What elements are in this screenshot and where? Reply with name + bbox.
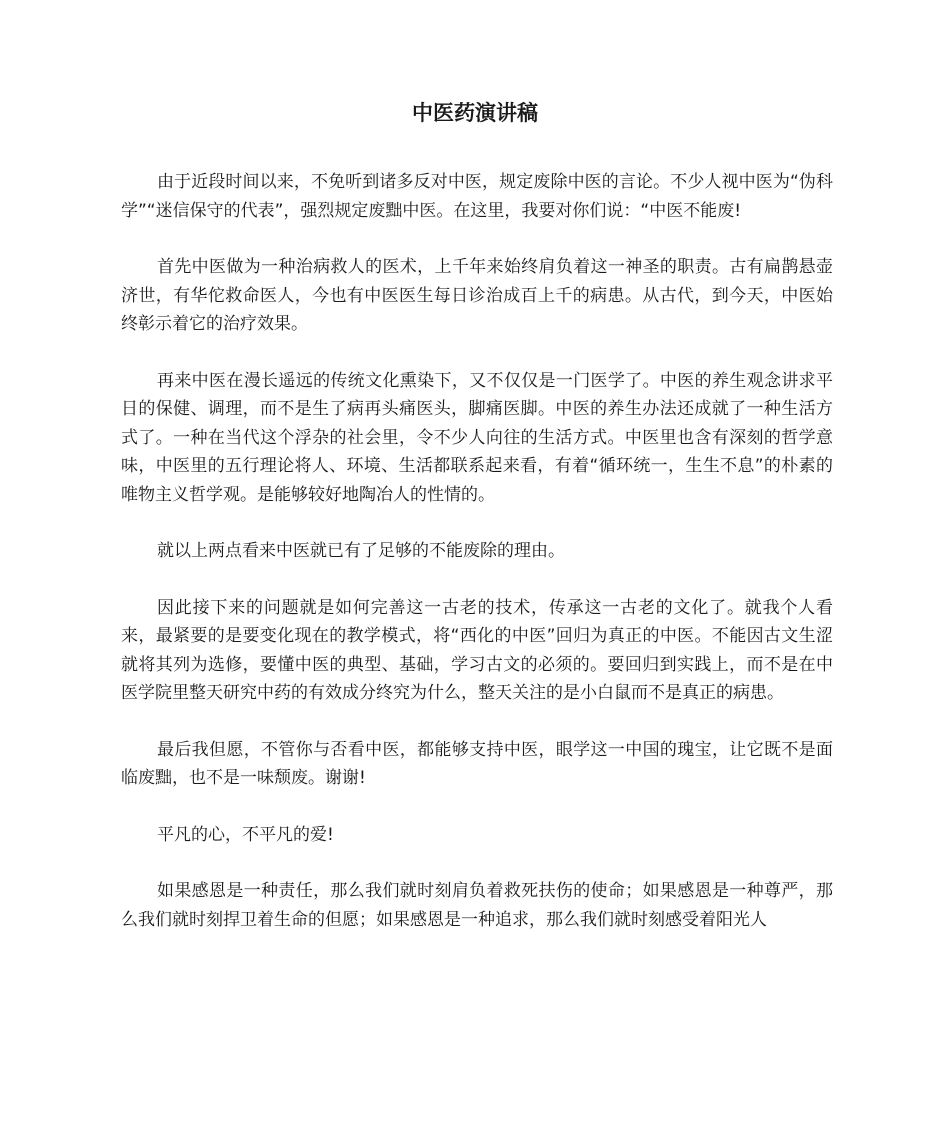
paragraph-2: 首先中医做为一种治病救人的医术，上千年来始终肩负着这一神圣的职责。古有扁鹊悬壶济世，有华佗救命医人，今也有中医医生每日诊治成百上千的病患。从古代，到今天，中医始终彰示着它的治疗效果。 (121, 257, 833, 334)
paragraph-3: 再来中医在漫长遥远的传统文化熏染下，又不仅仅是一门医学了。中医的养生观念讲求平日的保健、调理，而不是生了病再头痛医头，脚痛医脚。中医的养生办法还成就了一种生活方式了。一种在当代这个浮杂的社会里，令不少人向往的生活方式。中医里也含有深刻的哲学意味，中医里的五行理论将人、环境、生活都联系起来看，有着“循环统一，生生不息”的朴素的唯物主义哲学观。是能够较好地陶冶人的性情的。 (121, 370, 833, 505)
paragraph-5: 因此接下来的问题就是如何完善这一古老的技术，传承这一古老的文化了。就我个人看来，最紧要的是要变化现在的教学模式，将“西化的中医”回归为真正的中医。不能因古文生涩就将其列为选修，要懂中医的典型、基础，学习古文的必须的。要回归到实践上，而不是在中医学院里整天研究中药的有效成分终究为什么，整天关注的是小白鼠而不是真正的病患。 (121, 597, 833, 703)
document-body (121, 168, 833, 962)
document-title: 中医药演讲稿 (412, 101, 538, 125)
paragraph-7: 平凡的心，不平凡的爱! (157, 824, 334, 845)
paragraph-6: 最后我但愿，不管你与否看中医，都能够支持中医，眼学这一中国的瑰宝，让它既不是面临废黜，也不是一味颓废。谢谢! (121, 739, 833, 788)
paragraph-4: 就以上两点看来中医就已有了足够的不能废除的理由。 (157, 541, 565, 561)
paragraph-8: 如果感恩是一种责任，那么我们就时刻肩负着救死扶伤的使命；如果感恩是一种尊严，那么我们就时刻捍卫着生命的但愿；如果感恩是一种追求，那么我们就时刻感受着阳光人 (121, 881, 833, 930)
paragraph-1: 由于近段时间以来，不免听到诸多反对中医，规定废除中医的言论。不少人视中医为“伪科学”“迷信保守的代表”，强烈规定废黜中医。在这里，我要对你们说：“中医不能废! (121, 172, 833, 221)
